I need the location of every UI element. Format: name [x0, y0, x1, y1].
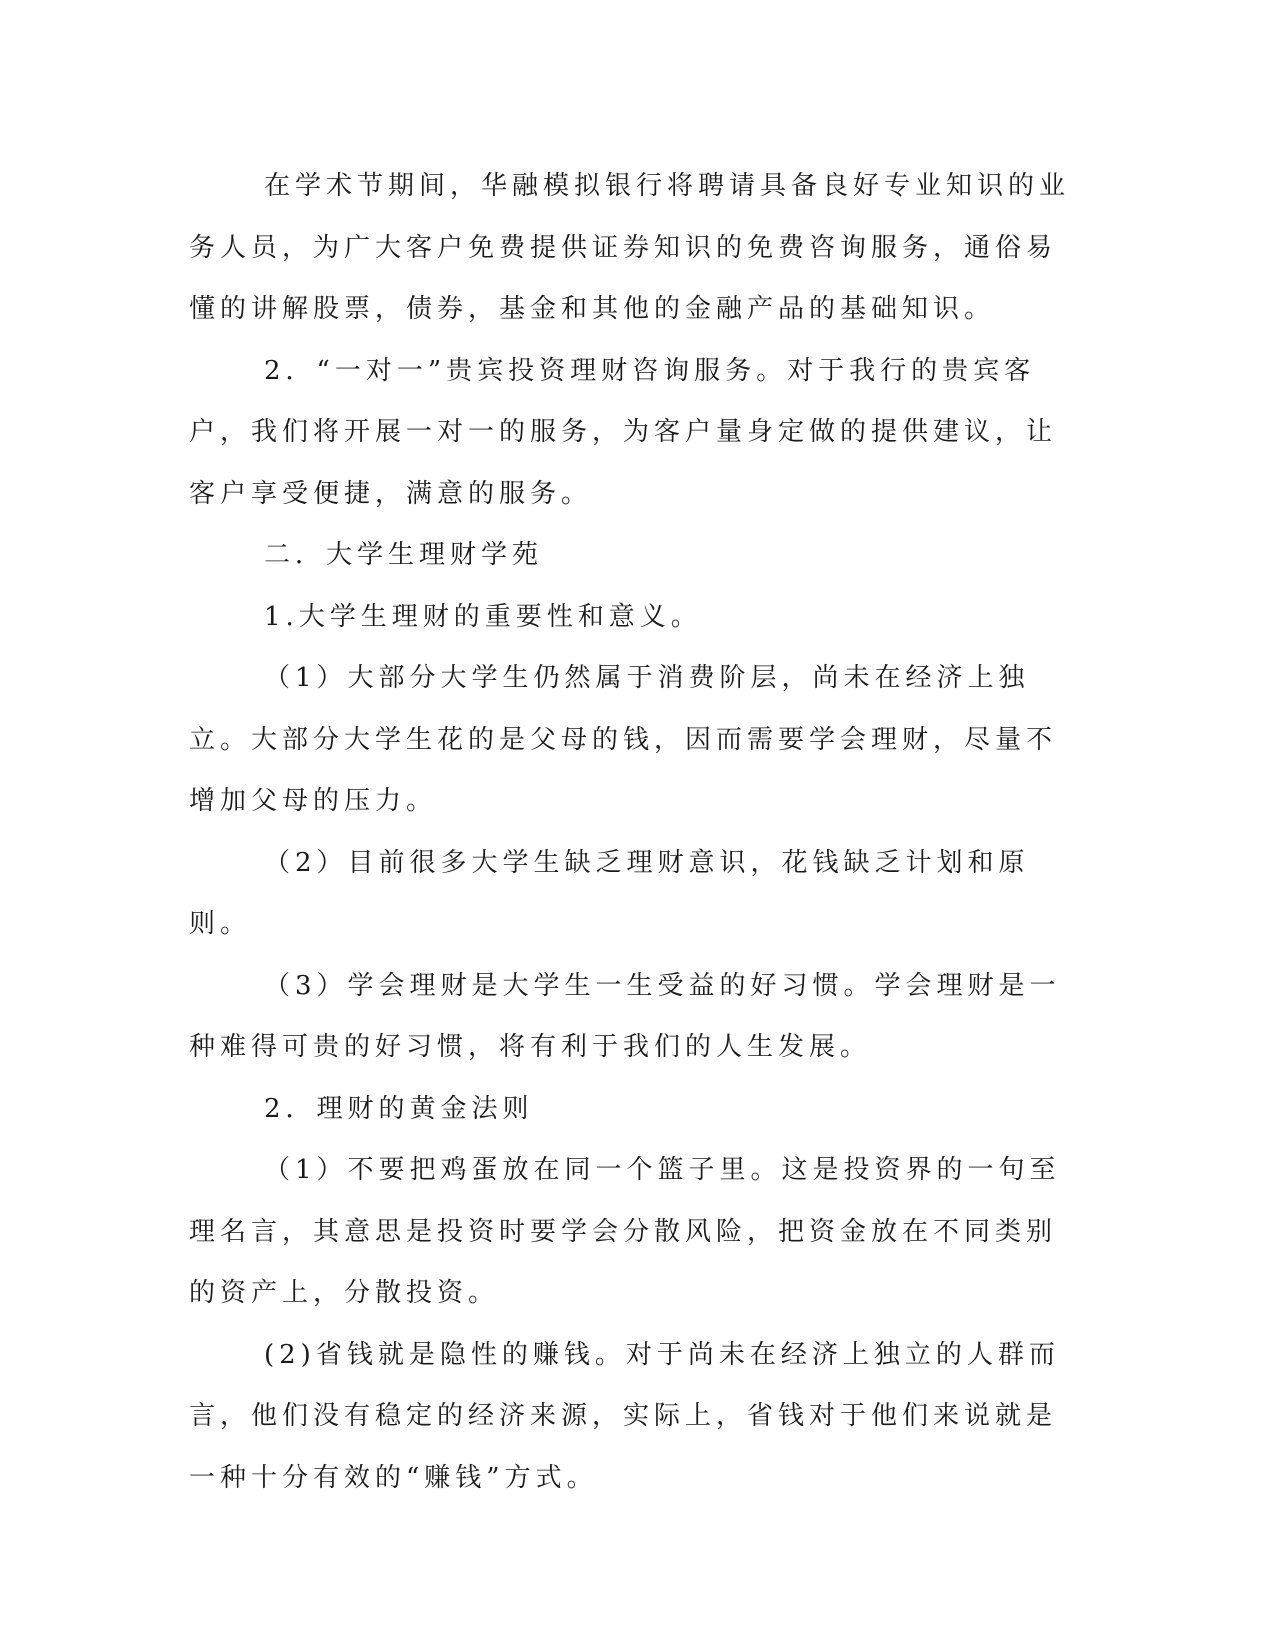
paragraph-point-3: （3）学会理财是大学生一生受益的好习惯。学会理财是一种难得可贵的好习惯，将有利于我们的人生发展。 — [189, 970, 1061, 1062]
paragraph-academic-festival: 在学术节期间，华融模拟银行将聘请具备良好专业知识的业务人员，为广大客户免费提供证券知识的免费咨询服务，通俗易懂的讲解股票，债券，基金和其他的金融产品的基础知识。 — [189, 171, 1071, 324]
paragraph-point-1: （1）大部分大学生仍然属于消费阶层，尚未在经济上独立。大部分大学生花的是父母的钱，因而需要学会理财，尽量不增加父母的压力。 — [189, 663, 1058, 816]
document-body — [189, 156, 1079, 1509]
section-heading-student-finance: 二．大学生理财学苑 — [264, 540, 544, 570]
paragraph-rule-1: （1）不要把鸡蛋放在同一个篮子里。这是投资界的一句至理名言，其意思是投资时要学会分散风险，把资金放在不同类别的资产上，分散投资。 — [189, 1155, 1061, 1308]
paragraph-vip-consulting: 2．“一对一”贵宾投资理财咨询服务。对于我行的贵宾客户，我们将开展一对一的服务，为客户量身定做的提供建议，让客户享受便捷，满意的服务。 — [189, 355, 1058, 509]
paragraph-rule-2: (2)省钱就是隐性的赚钱。对于尚未在经济上独立的人群而言，他们没有稳定的经济来源，实际上，省钱对于他们来说就是一种十分有效的“赚钱”方式。 — [189, 1339, 1060, 1493]
subheading-golden-rules: 2．理财的黄金法则 — [264, 1093, 534, 1124]
subheading-importance: 1.大学生理财的重要性和意义。 — [264, 601, 702, 632]
paragraph-point-2: （2）目前很多大学生缺乏理财意识，花钱缺乏计划和原则。 — [189, 847, 1030, 939]
